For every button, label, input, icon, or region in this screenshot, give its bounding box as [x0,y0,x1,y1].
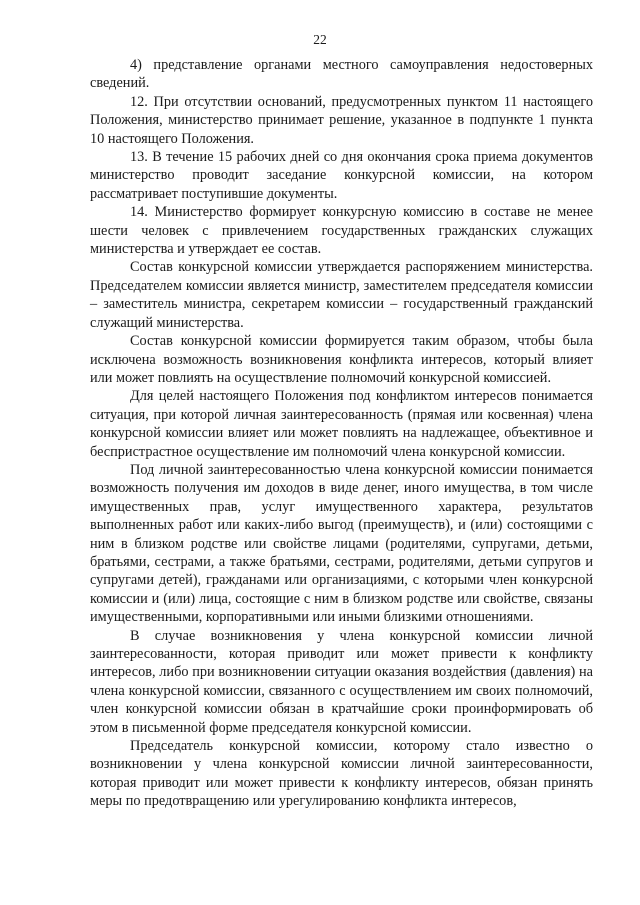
page-number: 22 [313,32,327,47]
paragraph-member-obligation: В случае возникновения у члена конкурсной комиссии личной заинтересованности, которая приводит или может привести к конфликту интересов, либо при возникновении ситуации оказания воздействия (давления) на члена конкурсной комиссии, связанного с осуществлением им своих полномочий, член конкурсной комиссии обязан в кратчайшие сроки проинформировать об этом в письменной форме председателя конкурсной комиссии. [90,627,593,736]
paragraph-personal-interest-definition: Под личной заинтересованностью члена конкурсной комиссии понимается возможность получения им доходов в виде денег, иного имущества, в том числе имущественных прав, услуг имущественного характера, результатов выполненных работ или каких-либо выгод (преимуществ), и (или) состоящими с ним в близком родстве или свойстве лицами (родителями, супругами, детьми, братьями, сестрами, а также братьями, сестрами, родителями, детьми супругов и супругами детей), гражданами или организациями, с которыми член конкурсной комиссии и (или) лица, состоящие с ним в близком родстве или свойстве, связаны имущественными, корпоративными или иными близкими отношениями. [90,461,593,626]
document-body [90,56,593,811]
paragraph-commission-formation: Состав конкурсной комиссии формируется таким образом, чтобы была исключена возможность возникновения конфликта интересов, который влияет или может повлиять на осуществление полномочий конкурсной комиссией. [90,333,593,386]
paragraph-point-13: 13. В течение 15 рабочих дней со дня окончания срока приема документов министерство проводит заседание конкурсной комиссии, на котором рассматривает поступившие документы. [90,149,593,202]
paragraph-point-12: 12. При отсутствии оснований, предусмотренных пунктом 11 настоящего Положения, министерство принимает решение, указанное в подпункте 1 пункта 10 настоящего Положения. [90,93,593,147]
paragraph-commission-composition: Состав конкурсной комиссии утверждается распоряжением министерства. Председателем комиссии является министр, заместителем председателя комиссии – заместитель министра, секретарем комиссии – государственный гражданский служащий министерства. [90,259,593,331]
paragraph-chairman-obligation: Председатель конкурсной комиссии, которому стало известно о возникновении у члена конкурсной комиссии личной заинтересованности, которая приводит или может привести к конфликту интересов, обязан принять меры по предотвращению или урегулированию конфликта интересов, [90,738,593,810]
paragraph-conflict-definition: Для целей настоящего Положения под конфликтом интересов понимается ситуация, при которой личная заинтересованность (прямая или косвенная) члена конкурсной комиссии влияет или может повлиять на надлежащее, объективное и беспристрастное осуществление им полномочий члена конкурсной комиссии. [90,388,593,460]
paragraph-item-4-clause: 4) представление органами местного самоуправления недостоверных сведений. [90,57,593,92]
paragraph-point-14: 14. Министерство формирует конкурсную комиссию в составе не менее шести человек с привлечением государственных гражданских служащих министерства и утверждает ее состав. [90,204,593,258]
